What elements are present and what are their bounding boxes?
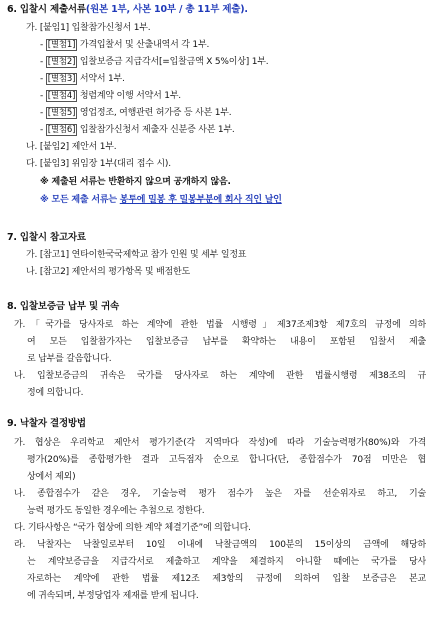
s9-da: 다. 기타사항은 “국가 협상에 의한 계약 체결기준”에 의합니다. [14, 523, 251, 533]
s8-na-line-2: 정에 의합니다. [27, 388, 84, 398]
attachment-text: 가격입찰서 및 산출내역서 각 1부. [79, 40, 210, 50]
s6-item-da: 다. [붙임3] 위임장 1부(대리 접수 시). [26, 159, 171, 169]
s9-ga-line-2: 평가(20%)를 종합평가한 결과 고득점자 순으로 합니다(단, 종합점수가 70점 미만은 협 [27, 455, 426, 465]
s8-ga-line-1: 가.「국가를 당사자로 하는 계약에 관한 법률 시행령」제37조제3항 제7호의 규정에 의하 [14, 320, 426, 330]
attachment-text: 청렴계약 이행 서약서 1부. [79, 91, 181, 101]
s6-note-2-prefix: ※ 모든 제출 서류는 [40, 195, 117, 205]
s9-ra-line-2: 는 계약보증금을 지급각서로 제출하고 계약을 체결하지 아니할 때에는 국가를 당사 [27, 557, 426, 567]
s6-attachment-3: - [별첨3] 서약서 1부. [40, 74, 125, 84]
section-6-title-text: 6. 입찰시 제출서류 [7, 4, 86, 15]
s7-item-ga: 가. [참고1] 연타이한국국제학교 참가 인원 및 세부 일정표 [26, 250, 247, 260]
attachment-tag: [별첨6] [47, 125, 76, 135]
attachment-tag: [별첨4] [47, 91, 76, 101]
s9-na-line-1: 나. 종합점수가 같은 경우, 기술능력 평가 점수가 높은 자를 선순위자로 하고, 기술 [14, 489, 426, 499]
s6-attachment-2: - [별첨2] 입찰보증금 지급각서[=입찰금액 X 5%이상] 1부. [40, 57, 269, 67]
s6-attachment-6: - [별첨6] 입찰참가신청서 제출자 신분증 사본 1부. [40, 125, 235, 135]
s6-attachment-1: - [별첨1] 가격입찰서 및 산출내역서 각 1부. [40, 40, 210, 50]
section-6-title-note: (원본 1부, 사본 10부 / 총 11부 제출). [85, 4, 248, 15]
attachment-text: 서약서 1부. [79, 74, 125, 84]
attachment-text: 입찰참가신청서 제출자 신분증 사본 1부. [79, 125, 235, 135]
s9-ra-line-3: 자로하는 계약에 관한 법률 제12조 제3항의 규정에 의하여 입찰 보증금은 본교 [27, 574, 426, 584]
section-8-title: 8. 입찰보증금 납부 및 귀속 [7, 301, 120, 312]
attachment-text: 영업정조, 여행관련 허가증 등 사본 1부. [79, 108, 232, 118]
s9-ga-line-1: 가. 협상은 우리학교 제안서 평가기준(각 지역마다 작성)에 따라 기술능력평가(80%)와 가격 [14, 438, 426, 448]
s6-item-ga: 가. [붙임1] 입찰참가신청서 1부. [26, 23, 151, 33]
section-6-title [7, 4, 248, 16]
s8-ga-line-3: 로 납부를 갈음합니다. [27, 354, 112, 364]
s6-item-na: 나. [붙임2] 제안서 1부. [26, 142, 117, 152]
attachment-text: 입찰보증금 지급각서[=입찰금액 X 5%이상] 1부. [79, 57, 269, 67]
section-9-title: 9. 낙찰자 결정방법 [7, 418, 86, 429]
section-7-title: 7. 입찰시 참고자료 [7, 232, 86, 243]
s8-na-line-1: 나. 입찰보증금의 귀속은 국가를 당사자로 하는 계약에 관한 법률시행령 제38조의 규 [14, 371, 426, 381]
attachment-tag: [별첨2] [47, 57, 76, 67]
s9-ra-line-1: 라. 낙찰자는 낙찰일로부터 10일 이내에 낙찰금액의 100분의 15이상의 금액에 해당하 [14, 540, 426, 550]
s8-ga-line-2: 여 모든 입찰참가자는 입찰보증금 납부를 확약하는 내용이 포함된 입찰서 제출 [27, 337, 426, 347]
s9-ga-line-3: 상에서 제외) [27, 472, 76, 482]
s6-note-2-emphasis: 봉투에 밀봉 후 밀봉부분에 회사 직인 날인 [119, 195, 282, 205]
s6-attachment-5: - [별첨5] 영업정조, 여행관련 허가증 등 사본 1부. [40, 108, 232, 118]
attachment-tag: [별첨3] [47, 74, 76, 84]
attachment-tag: [별첨5] [47, 108, 76, 118]
s9-ra-line-4: 에 귀속되며, 부정당업자 제재를 받게 됩니다. [27, 591, 199, 601]
s6-note-2 [40, 194, 282, 206]
s9-na-line-2: 능력 평가도 동일한 경우에는 추첨으로 정한다. [27, 506, 205, 516]
s7-item-na: 나. [참고2] 제안서의 평가항목 및 배점한도 [26, 267, 191, 277]
s6-attachment-4: - [별첨4] 청렴계약 이행 서약서 1부. [40, 91, 181, 101]
attachment-tag: [별첨1] [47, 40, 76, 50]
s6-note-1: ※ 제출된 서류는 반환하지 않으며 공개하지 않음. [40, 177, 231, 187]
